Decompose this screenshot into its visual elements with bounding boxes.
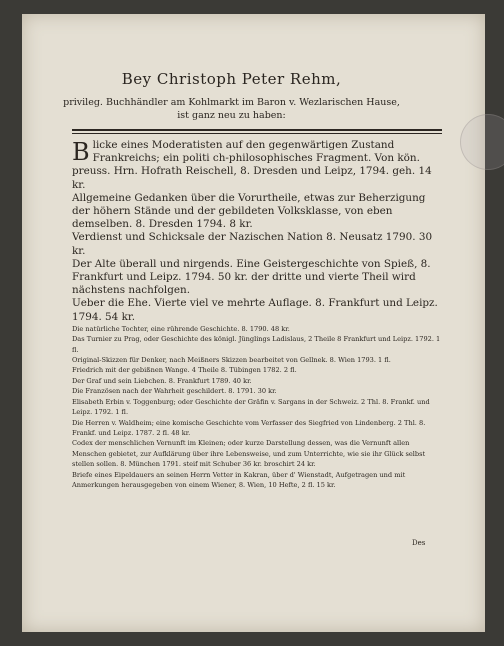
publisher-address: privileg. Buchhändler am Kohlmarkt im Baron v. Wezlarischen Hause, [63, 97, 400, 108]
book-entry [72, 365, 444, 375]
catchword: Des [412, 539, 426, 547]
book-entry-text: Friedrich mit der gebißnen Wange. 4 Theile 8. Tübingen 1782. 2 fl. [72, 366, 297, 375]
book-entry-text: Das Turnier zu Prag, oder Geschichte des königl. Jünglings Ladislaus, 2 Theile 8 Frankfurt und Leipz. 1792. 1 fl. [72, 335, 441, 354]
book-entry-text: licke eines Moderatisten auf den gegenwärtigen Zustand Frankreichs; ein politi ch-philosophisches Fragment. Von kön. preuss. Hrn. Hofrath Reischell, 8. Dresden und Leipz, 1794. geh. 14 kr. [72, 139, 432, 191]
library-stamp [460, 114, 504, 170]
book-entry-text: Codex der menschlichen Vernunft im Kleinen; oder kurze Darstellung dessen, was die Vernunft allen Menschen gebietet, zur Aufklärung über ihre Lebensweise, und zum Unterrichte, wie sie ihr Glück selbst stellen sollen. 8. München 1791. steif mit Schuber 36 kr. broschirt 24 kr. [72, 439, 426, 469]
drop-cap: B [72, 138, 90, 166]
book-entry [72, 192, 444, 232]
book-entry [72, 438, 444, 469]
book-entry [72, 258, 444, 298]
book-entry [72, 376, 444, 386]
book-entry [72, 139, 444, 192]
book-entry-text: Elisabeth Erbin v. Toggenburg; oder Geschichte der Gräfin v. Sargans in der Schweiz. 2 Thl. 8. Frankf. und Leipz. 1792. 1 fl. [72, 397, 430, 417]
book-entry-text: Original-Skizzen für Denker, nach Meißners Skizzen bearbeitet von Gellnek. 8. Wien 1793. 1 fl. [72, 356, 391, 365]
book-entry-text: Die Herren v. Waldheim; eine komische Geschichte vom Verfasser des Siegfried von Lindenberg. 2 Thl. 8. Frankf. und Leipz. 1787. 2 fl. 48 kr. [72, 418, 426, 437]
book-entry-text: Der Alte überall und nirgends. Eine Geistergeschichte von Spieß, 8. Frankfurt und Leipz. 1794. 50 kr. der dritte und vierte Theil wird nächstens nachfolgen. [72, 257, 431, 297]
book-entry [72, 324, 444, 334]
book-list [72, 139, 444, 490]
book-entry [72, 397, 444, 418]
book-entry-text: Der Graf und sein Liebchen. 8. Frankfurt 1789. 40 kr. [72, 376, 252, 385]
book-entry [72, 386, 444, 396]
book-entry [72, 470, 444, 491]
book-entry [72, 355, 444, 365]
publisher-name: Bey Christoph Peter Rehm, [121, 70, 342, 88]
book-entry [72, 231, 444, 257]
book-entry [72, 334, 444, 355]
header-divider [72, 129, 442, 131]
book-entry-text: Die natürliche Tochter, eine rührende Geschichte. 8. 1790. 48 kr. [72, 324, 290, 333]
book-entry-text: Verdienst und Schicksale der Nazischen Nation 8. Neusatz 1790. 30 kr. [72, 231, 433, 257]
book-entry-text: Ueber die Ehe. Vierte viel ve mehrte Auflage. 8. Frankfurt und Leipz. 1794. 54 kr. [72, 297, 438, 323]
header-divider-thin [72, 133, 442, 134]
book-entry-text: Allgemeine Gedanken über die Vorurtheile, etwas zur Beherzigung der höhern Stände und der gebildeten Volksklasse, von eben demselben. 8. Dresden 1794. 8 kr. [72, 191, 426, 231]
header-subtitle: ist ganz neu zu haben: [177, 110, 286, 121]
book-entry [72, 297, 444, 323]
book-entry-text: Die Französen nach der Wahrheit geschildert. 8. 1791. 30 kr. [72, 387, 277, 396]
book-entry [72, 418, 444, 439]
book-entry-text: Briefe eines Eipeldauers an seinen Herrn Vetter in Kakran, über d' Wienstadt, Aufgetragen und mit Anmerkungen herausgegeben von einem Wiener, 8. Wien, 10 Hefte, 2 fl. 15 kr. [72, 470, 406, 489]
